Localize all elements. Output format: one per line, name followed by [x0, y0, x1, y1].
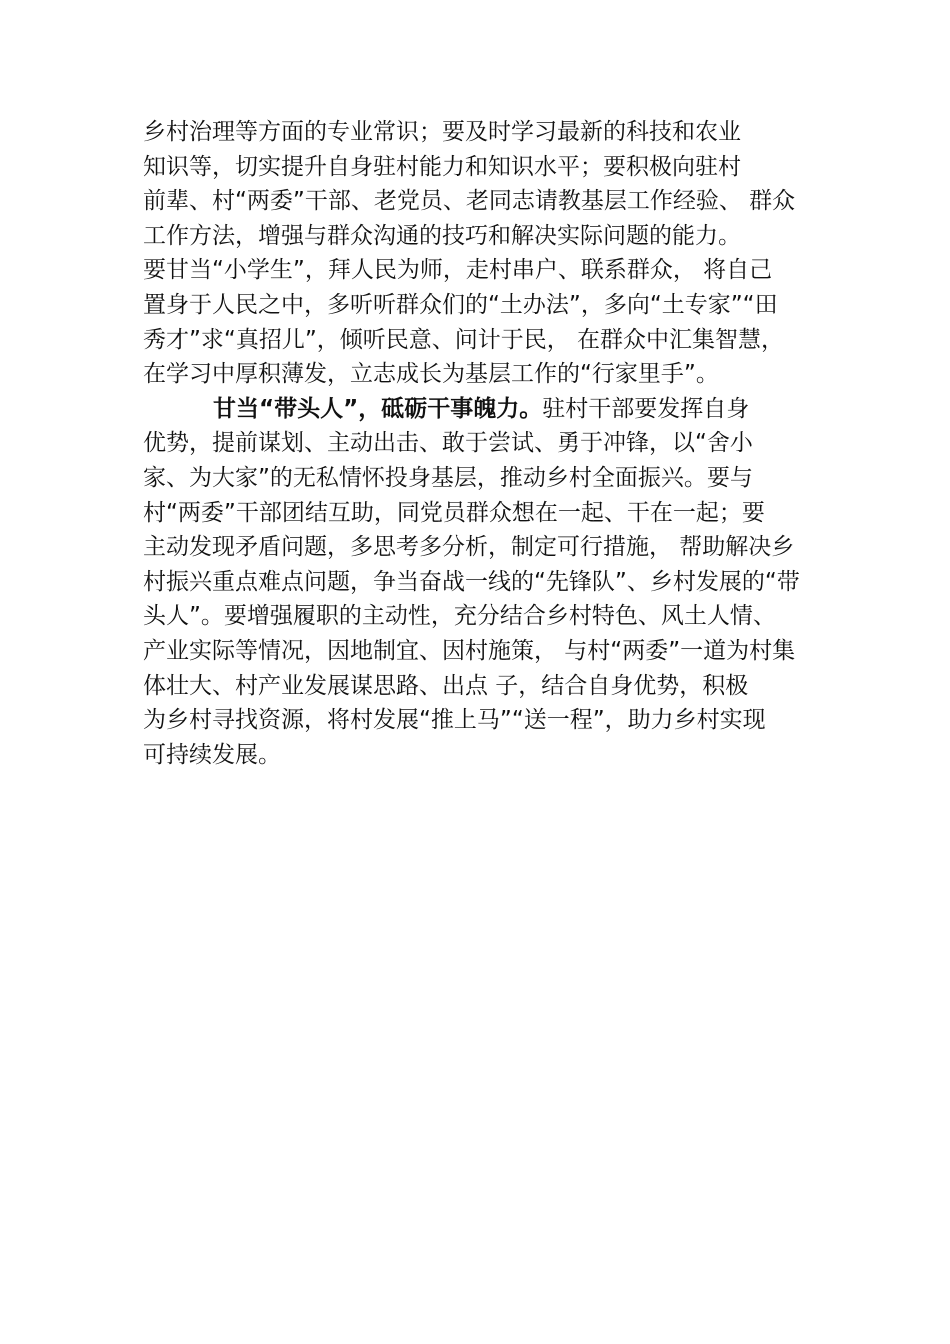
text-line: 要甘当“小学生”，拜人民为师，走村串户、联系群众， 将自己: [143, 257, 773, 284]
body-text: [143, 115, 833, 772]
text-line: 可持续发展。: [143, 741, 281, 768]
text-line: 秀才”求“真招儿”，倾听民意、问计于民， 在群众中汇集智慧，: [143, 326, 785, 353]
text-line: 主动发现矛盾问题，多思考多分析，制定可行措施， 帮助解决乡: [143, 534, 795, 561]
section-heading: 甘当“带头人”，砥砺干事魄力。: [213, 395, 543, 422]
first-line-text: 驻村干部要发挥自身: [542, 395, 750, 422]
text-line: 前辈、村“两委”干部、老党员、老同志请教基层工作经验、 群众: [143, 188, 796, 215]
text-line: 知识等，切实提升自身驻村能力和知识水平；要积极向驻村: [143, 153, 741, 180]
text-line: 家、为大家”的无私情怀投身基层，推动乡村全面振兴。要与: [143, 464, 753, 491]
text-line: 为乡村寻找资源，将村发展“推上马”“送一程”，助力乡村实现: [143, 707, 766, 734]
text-line: 置身于人民之中，多听听群众们的“土办法”，多向“土专家”“田: [143, 291, 778, 318]
text-line: 头人”。要增强履职的主动性，充分结合乡村特色、风土人情、: [143, 603, 776, 630]
text-line: 村振兴重点难点问题，争当奋战一线的“先锋队”、乡村发展的“带: [143, 568, 800, 595]
paragraph-2: [143, 392, 833, 773]
text-line: 体壮大、村产业发展谋思路、出点 子，结合自身优势，积极: [143, 672, 749, 699]
text-line: 村“两委”干部团结互助，同党员群众想在一起、干在一起；要: [143, 499, 765, 526]
paragraph-2-first-line: [143, 392, 833, 427]
text-line: 工作方法，增强与群众沟通的技巧和解决实际问题的能力。: [143, 222, 741, 249]
paragraph-1: [143, 115, 833, 392]
text-line: 优势，提前谋划、主动出击、敢于尝试、勇于冲锋，以“舍小: [143, 430, 753, 457]
text-line: 在学习中厚积薄发，立志成长为基层工作的“行家里手”。: [143, 361, 719, 388]
text-line: 乡村治理等方面的专业常识；要及时学习最新的科技和农业: [143, 119, 741, 145]
text-line: 产业实际等情况，因地制宜、因村施策， 与村“两委”一道为村集: [143, 637, 796, 664]
